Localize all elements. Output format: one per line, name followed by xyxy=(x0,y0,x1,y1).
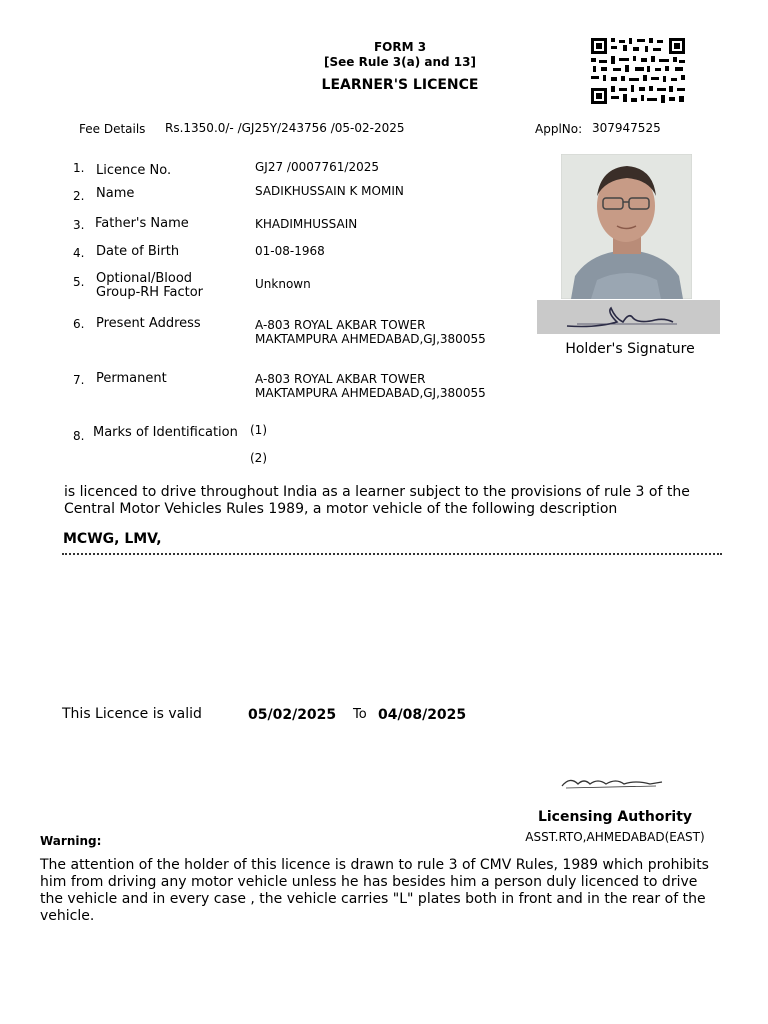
form-rule: [See Rule 3(a) and 13] xyxy=(324,55,476,69)
field-number: 7. xyxy=(73,373,85,387)
field-number: 5. xyxy=(73,275,85,289)
licence-statement: is licenced to drive throughout India as a learner subject to the provisions of rule 3 of the Central Motor Vehicles Rules 1989, a motor vehicle of the following description xyxy=(64,484,690,517)
holder-signature-label: Holder's Signature xyxy=(565,341,695,357)
fee-details-label: Fee Details xyxy=(79,122,146,136)
dob-value: 01-08-1968 xyxy=(255,244,325,258)
identification-mark-1: (1) xyxy=(250,423,267,437)
permanent-address-label: Permanent xyxy=(96,371,167,386)
present-address-value: A-803 ROYAL AKBAR TOWER MAKTAMPURA AHMEDABAD,GJ,380055 xyxy=(255,318,486,346)
field-number: 4. xyxy=(73,246,85,260)
authority-signature-image xyxy=(520,770,705,798)
field-number: 1. xyxy=(73,161,85,175)
blood-group-value: Unknown xyxy=(255,277,311,291)
holder-photo xyxy=(561,154,692,299)
validity-label: This Licence is valid xyxy=(62,706,202,722)
validity-from: 05/02/2025 xyxy=(248,707,337,723)
dob-label: Date of Birth xyxy=(96,244,180,259)
fathers-name-value: KHADIMHUSSAIN xyxy=(255,217,358,231)
field-number: 3. xyxy=(73,218,85,232)
field-number: 6. xyxy=(73,317,85,331)
warning-text: The attention of the holder of this licence is drawn to rule 3 of CMV Rules, 1989 which prohibits him from driving any motor vehicle unless he has besides him a person duly licenced to drive the vehicle and in every case , the vehicle carries "L" plates both in front and in the rear of the vehicle. xyxy=(40,857,709,924)
field-number: 2. xyxy=(73,189,85,203)
present-address-label: Present Address xyxy=(96,316,201,331)
identification-mark-2: (2) xyxy=(250,451,267,465)
licence-no-value: GJ27 /0007761/2025 xyxy=(255,160,379,174)
marks-of-identification-label: Marks of Identification xyxy=(93,425,238,440)
field-number: 8. xyxy=(73,429,85,443)
licensing-authority-title: Licensing Authority xyxy=(537,809,693,825)
warning-label: Warning: xyxy=(40,834,102,848)
validity-to-label: To xyxy=(353,707,367,722)
fathers-name-label: Father's Name xyxy=(95,216,189,231)
appl-no-value: 307947525 xyxy=(592,121,661,135)
dotted-rule xyxy=(62,553,722,555)
fee-details-value: Rs.1350.0/- /GJ25Y/243756 /05-02-2025 xyxy=(165,121,405,135)
permanent-address-value: A-803 ROYAL AKBAR TOWER MAKTAMPURA AHMEDABAD,GJ,380055 xyxy=(255,372,486,400)
qr-code xyxy=(589,36,687,106)
appl-no-label: ApplNo: xyxy=(535,122,583,136)
name-label: Name xyxy=(96,186,135,201)
licence-no-label: Licence No. xyxy=(96,163,172,178)
vehicle-classes: MCWG, LMV, xyxy=(63,531,162,547)
form-number: FORM 3 xyxy=(373,40,427,54)
holder-signature-image xyxy=(537,300,720,334)
blood-group-label: Optional/Blood Group-RH Factor xyxy=(96,271,204,300)
validity-to: 04/08/2025 xyxy=(378,707,467,723)
licensing-authority-office: ASST.RTO,AHMEDABAD(EAST) xyxy=(525,830,705,844)
name-value: SADIKHUSSAIN K MOMIN xyxy=(255,184,404,198)
document-title: LEARNER'S LICENCE xyxy=(321,77,479,93)
